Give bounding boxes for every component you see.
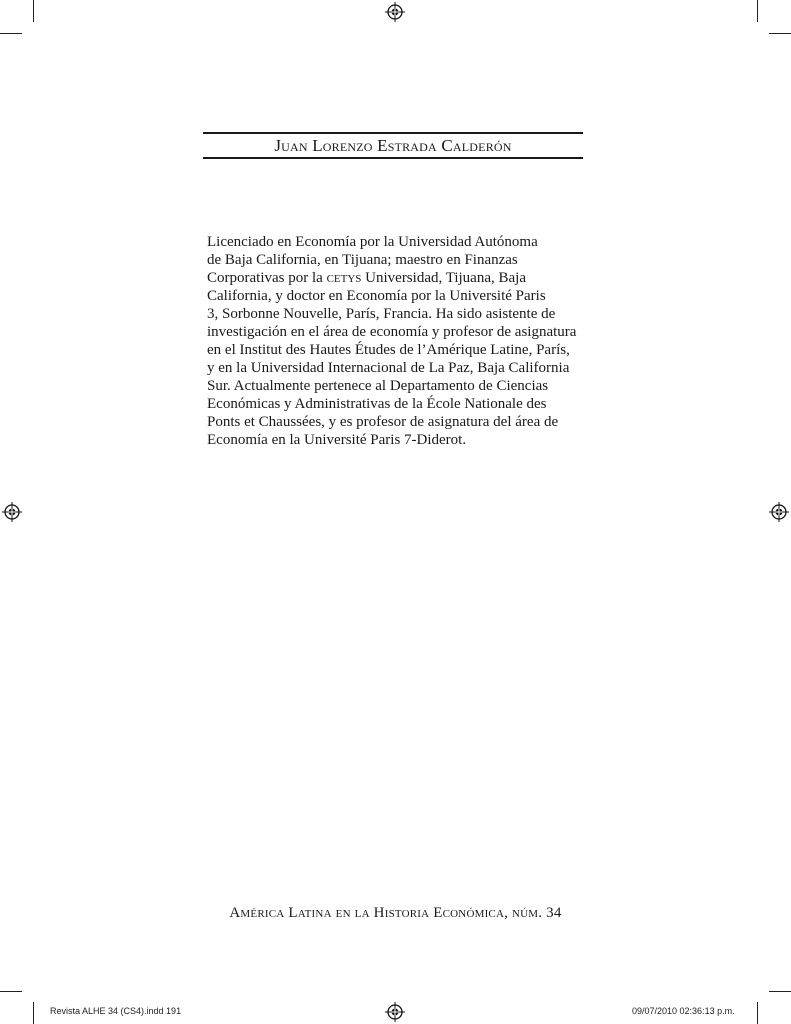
bio-line: investigación en el área de economía y profesor de asignatura [207,324,577,340]
bio-line: Económicas y Administrativas de la École Nationale des [207,396,547,412]
institution-acronym: cetys [326,270,362,286]
bio-line: Licenciado en Economía por la Universidad Autónoma [207,234,538,250]
bio-line [207,269,591,287]
crop-mark-bottom-left-h [0,991,22,992]
crop-mark-bottom-right [757,1002,758,1024]
author-name: Juan Lorenzo Estrada Calderón [274,136,512,155]
bio-text: Corporativas por la [207,270,327,286]
crop-mark-top-left-h [0,33,22,34]
bio-line: Ponts et Chaussées, y es profesor de asignatura del área de [207,414,559,430]
crop-mark-top-right-h [769,33,791,34]
header-rule-bottom [203,157,583,159]
crop-mark-bottom-right-h [769,991,791,992]
crop-mark-bottom-left [33,1002,34,1024]
bio-line: California, y doctor en Economía por la Université Paris [207,288,546,304]
registration-target-icon [769,502,789,522]
slug-file-name: Revista ALHE 34 (CS4).indd 191 [50,1006,182,1016]
bio-line: de Baja California, en Tijuana; maestro en Finanzas [207,252,518,268]
crop-mark-top-left [33,0,34,22]
bio-line: y en la Universidad Internacional de La Paz, Baja California [207,360,570,376]
bio-text: Universidad, Tijuana, Baja [361,270,526,286]
crop-mark-top-right [757,0,758,22]
bio-line: Economía en la Université Paris 7-Diderot. [207,432,467,448]
registration-target-icon [2,502,22,522]
registration-target-icon [385,2,405,22]
slug-timestamp: 09/07/2010 02:36:13 p.m. [632,1006,735,1016]
bio-line: en el Institut des Hautes Études de l’Amérique Latine, París, [207,342,570,358]
author-biography [207,233,591,449]
registration-target-icon [385,1002,405,1022]
bio-line: Sur. Actualmente pertenece al Departamento de Ciencias [207,378,549,394]
bio-line: 3, Sorbonne Nouvelle, París, Francia. Ha sido asistente de [207,306,556,322]
journal-footer: América Latina en la Historia Económica, núm. 34 [229,905,562,921]
